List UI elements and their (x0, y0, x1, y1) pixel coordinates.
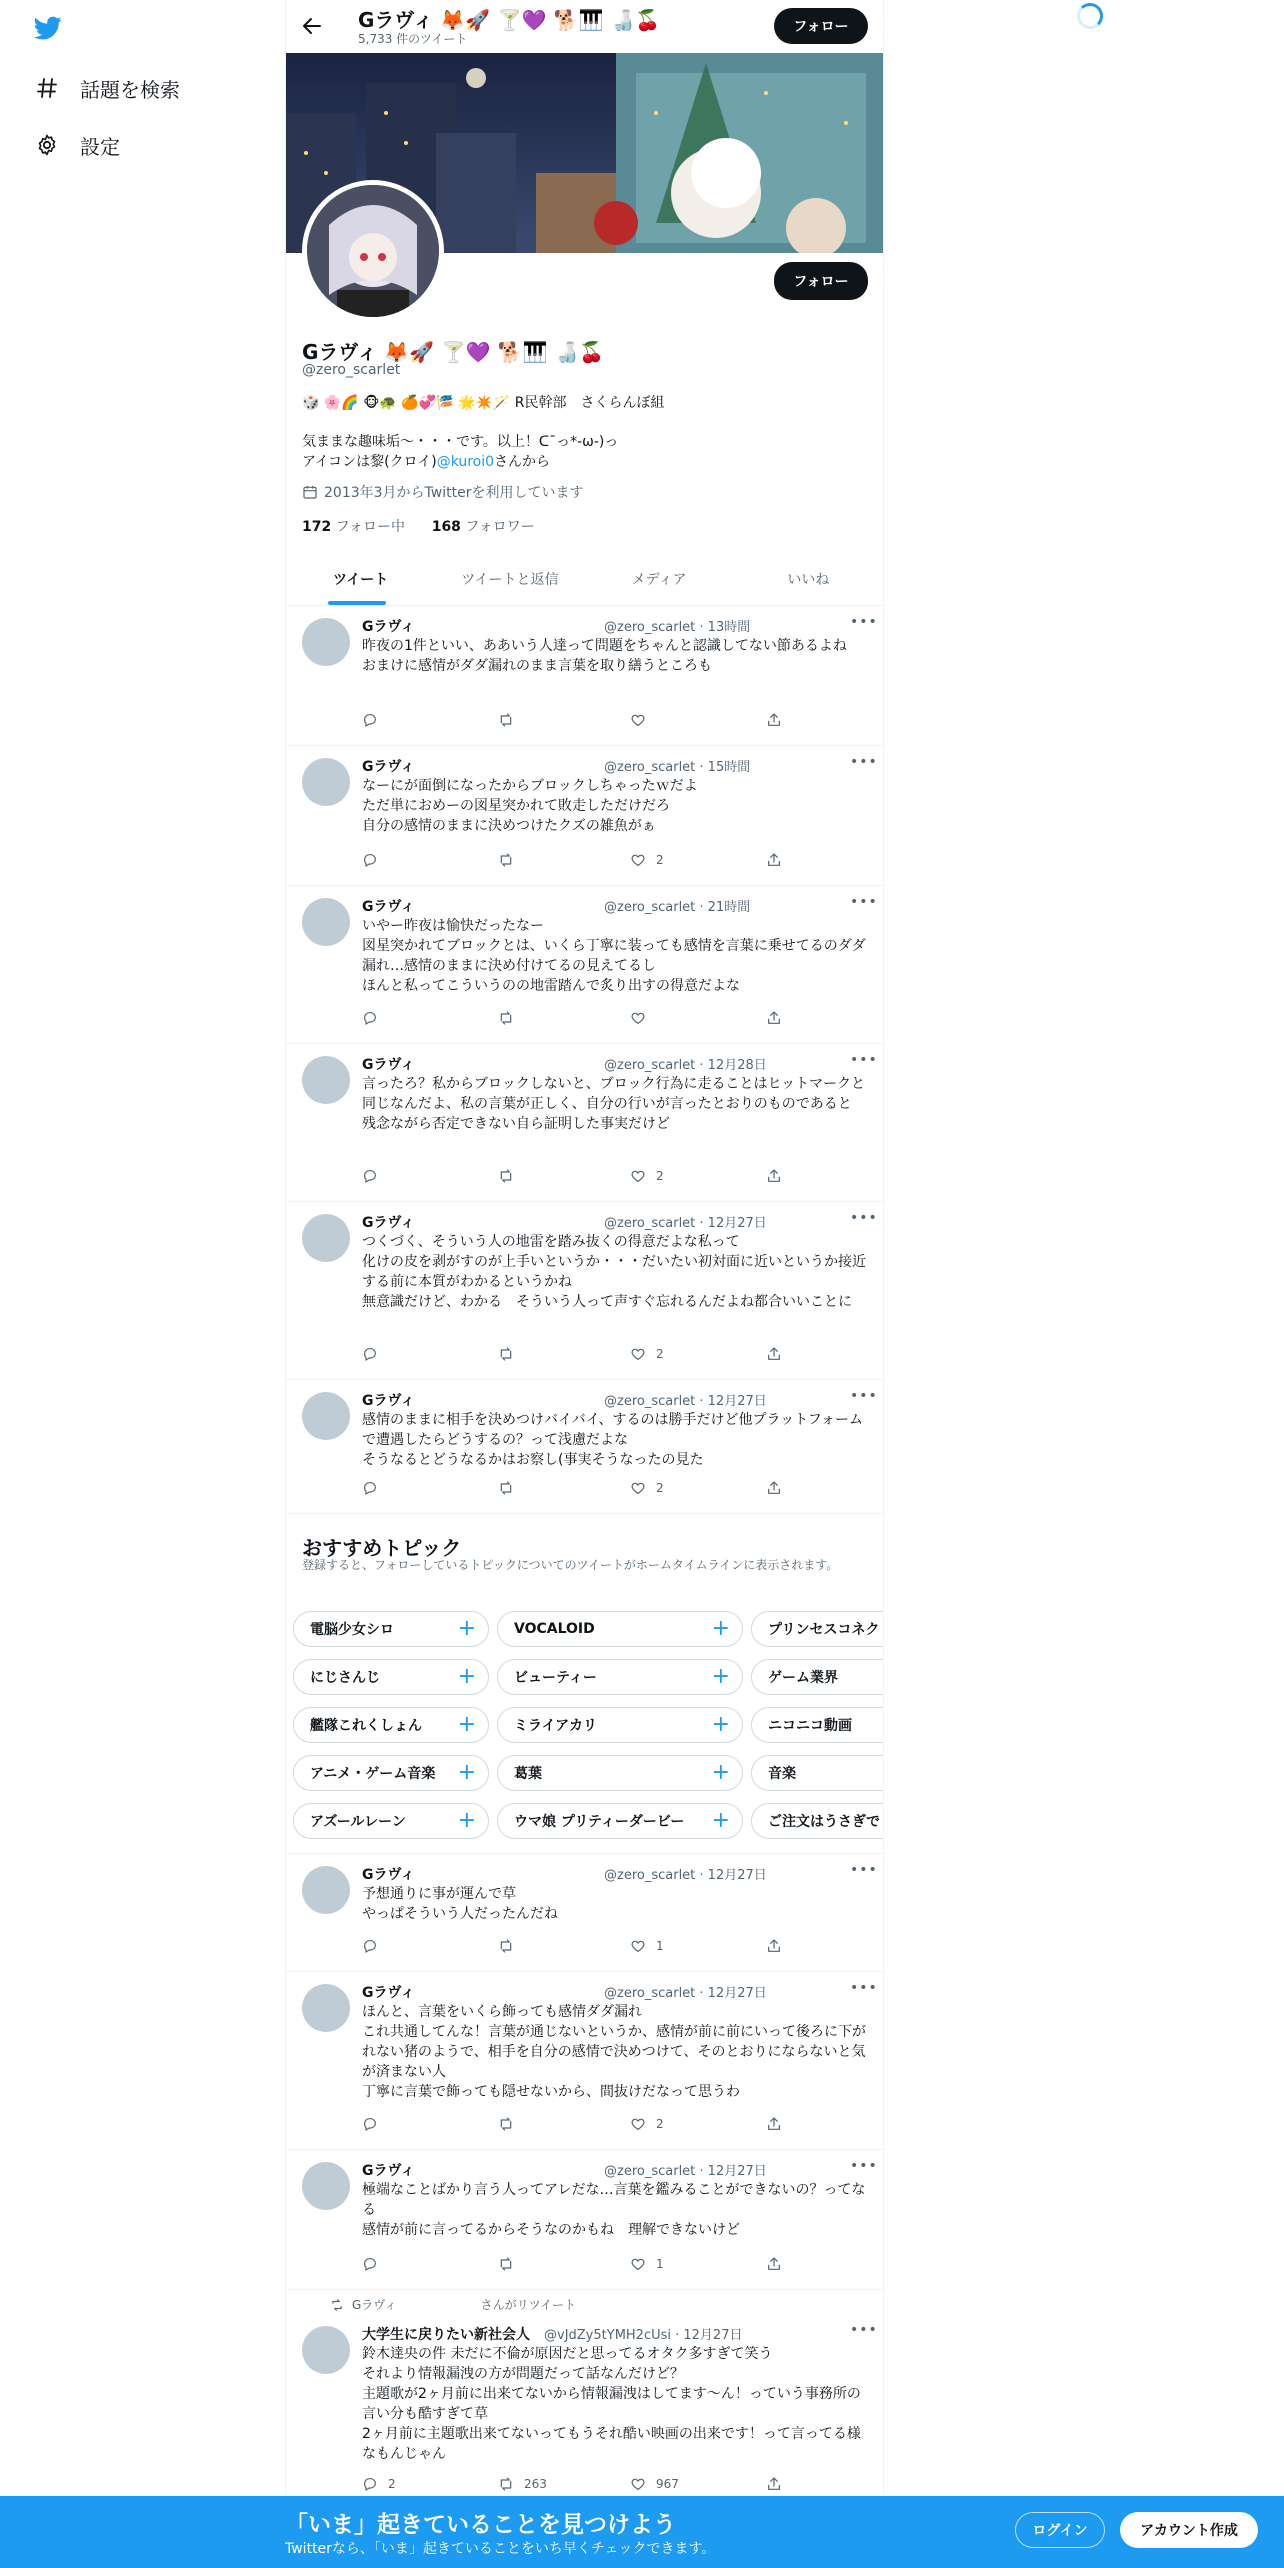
share-icon (766, 1346, 782, 1362)
tweet-author-name[interactable]: Gラヴィ (362, 759, 415, 775)
tweet-text: 昨夜の1件といい、ああいう人達って問題をちゃんと認識してない節あるよね おまけに感情がダダ漏れのまま言葉を取り繕うところも (362, 638, 847, 674)
joined-text: 2013年3月からTwitterを利用しています (324, 485, 584, 501)
signup-banner-title: 「いま」起きていることを見つけよう (285, 2512, 676, 2538)
tweet-author-name[interactable]: Gラヴィ (362, 2163, 415, 2179)
tweet-item[interactable] (286, 886, 883, 1044)
like-button[interactable] (630, 1480, 664, 1496)
like-count: 2 (656, 1481, 664, 1495)
retweet-button[interactable] (498, 712, 524, 728)
like-count: 2 (656, 1169, 664, 1183)
tweet-meta[interactable]: @zero_scarlet · 15時間 (604, 760, 751, 775)
topic-chip[interactable] (293, 1803, 489, 1839)
like-count: 1 (656, 1939, 664, 1953)
retweet-icon (498, 1938, 514, 1954)
tweet-meta[interactable]: @zero_scarlet · 12月28日 (604, 1058, 767, 1073)
followers-link[interactable] (432, 519, 535, 535)
retweet-icon (498, 712, 514, 728)
tweet-avatar[interactable] (302, 2162, 350, 2210)
topic-label: ニコニコ動画 (768, 1718, 852, 1734)
profile-display-name: Gラヴィ 🦊🚀 🍸💜 🐕🎹 🍶🍒 (302, 340, 605, 364)
retweet-button[interactable] (498, 1168, 524, 1184)
tweet-actions (362, 1010, 802, 1030)
profile-follow-stats (302, 516, 535, 536)
plus-icon[interactable]: + (457, 1616, 476, 1641)
heart-icon (630, 1346, 646, 1362)
reply-icon (362, 852, 378, 868)
retweet-icon (498, 1010, 514, 1026)
reply-button[interactable] (362, 852, 388, 868)
topic-chip[interactable] (293, 1659, 489, 1695)
tweet-item[interactable] (286, 2150, 883, 2290)
tweet-item[interactable] (286, 606, 883, 746)
profile-header-bar (286, 0, 883, 53)
share-button[interactable] (766, 852, 792, 868)
retweet-icon (498, 1480, 514, 1496)
tweet-item[interactable] (286, 1854, 883, 1972)
topic-chip[interactable] (751, 1707, 883, 1743)
retweet-button[interactable] (498, 852, 524, 868)
tweet-actions (362, 2116, 802, 2136)
tweet-text: 予想通りに事が運んで草 やっぱそういう人だったんだね (362, 1886, 558, 1922)
profile-bio (302, 432, 618, 472)
plus-icon[interactable]: + (457, 1760, 476, 1785)
like-button[interactable] (630, 1346, 664, 1362)
tweet-item[interactable] (286, 746, 883, 886)
topics-title: おすすめトピック (302, 1536, 462, 1560)
topic-label: プリンセスコネク (768, 1622, 880, 1638)
share-button[interactable] (766, 712, 792, 728)
tab-media[interactable]: メディア (631, 571, 687, 588)
topic-chip[interactable] (293, 1755, 489, 1791)
share-button[interactable] (766, 1938, 792, 1954)
topic-label: アズールレーン (310, 1814, 406, 1830)
recommended-topics (286, 1514, 883, 1854)
like-count: 2 (656, 1347, 664, 1361)
share-icon (766, 2476, 782, 2492)
reply-icon (362, 1168, 378, 1184)
tweet-actions (362, 1346, 802, 1366)
share-button[interactable] (766, 1168, 792, 1184)
retweet-count: 263 (524, 2477, 547, 2491)
header-display-name: Gラヴィ 🦊🚀 🍸💜 🐕🎹 🍶🍒 (358, 8, 661, 32)
tweet-actions (362, 1938, 802, 1958)
share-icon (766, 1168, 782, 1184)
bio-text: アイコンは黎(クロイ) (302, 454, 437, 470)
reply-button[interactable] (362, 2256, 388, 2272)
calendar-icon (302, 484, 318, 500)
retweet-icon (498, 2476, 514, 2492)
tweet-meta[interactable]: @zero_scarlet · 12月27日 (604, 1216, 767, 1231)
tweet-author-name[interactable]: Gラヴィ (362, 1215, 415, 1231)
share-icon (766, 2116, 782, 2132)
reply-icon (362, 2256, 378, 2272)
heart-icon (630, 2256, 646, 2272)
tweet-avatar[interactable] (302, 1214, 350, 1262)
share-button[interactable] (766, 2256, 792, 2272)
like-button[interactable] (630, 2116, 664, 2132)
share-button[interactable] (766, 1346, 792, 1362)
plus-icon[interactable]: + (457, 1664, 476, 1689)
signup-banner (0, 2496, 1284, 2568)
tweet-author-name[interactable]: Gラヴィ (362, 1057, 415, 1073)
topic-chip[interactable] (293, 1611, 489, 1647)
more-icon[interactable]: ••• (850, 894, 878, 910)
followers-count: 168 (431, 519, 461, 535)
profile-joined-date (302, 482, 583, 502)
bio-line (302, 452, 618, 472)
like-button[interactable] (630, 2256, 664, 2272)
tweet-avatar[interactable] (302, 1984, 350, 2032)
reply-icon (362, 712, 378, 728)
plus-icon[interactable]: + (711, 1616, 730, 1641)
share-button[interactable] (766, 2476, 792, 2492)
tweet-avatar[interactable] (302, 1866, 350, 1914)
like-button[interactable] (630, 1938, 664, 1954)
tweet-text: ほんと、言葉をいくら飾っても感情ダダ漏れ これ共通してんな！言葉が通じないというか、感情が前に前にいって後ろに下がれない猪のようで、相手を自分の感情で決めつけて、そのとおりにならないと気が済まない人 丁寧に言葉で飾っても隠せないから、間抜けだなって思うわ (362, 2004, 866, 2100)
like-button[interactable] (630, 1168, 664, 1184)
nav-settings-label: 設定 (80, 134, 120, 159)
profile-handle: @zero_scarlet (302, 362, 401, 378)
like-button[interactable] (630, 1010, 656, 1026)
reply-button[interactable] (362, 1480, 388, 1496)
topic-chip[interactable] (497, 1803, 743, 1839)
topic-chip[interactable] (751, 1803, 883, 1839)
topics-subtitle: 登録すると、フォローしているトピックについてのツイートがホームタイムラインに表示されます。 (302, 1558, 839, 1572)
tweet-author-name[interactable]: Gラヴィ (362, 1985, 415, 2001)
retweet-button[interactable] (498, 1938, 524, 1954)
gear-icon (34, 132, 60, 158)
tweet-meta[interactable]: @zero_scarlet · 12月27日 (604, 2164, 767, 2179)
bio-line: 気ままな趣味垢～・・・です。以上！ᑕ¯っ*-ω-)っ (302, 434, 619, 450)
retweet-icon (498, 2256, 514, 2272)
retweet-button[interactable] (498, 1010, 524, 1026)
reply-button[interactable] (362, 1010, 388, 1026)
tweet-author-name[interactable]: Gラヴィ (362, 1867, 415, 1883)
tweet-meta[interactable]: @zero_scarlet · 13時間 (604, 620, 751, 635)
tweet-actions (362, 712, 802, 732)
heart-icon (630, 1168, 646, 1184)
tweet-author-name[interactable]: Gラヴィ (362, 899, 415, 915)
share-button[interactable] (766, 2116, 792, 2132)
more-icon[interactable]: ••• (850, 1052, 878, 1068)
tweet-text: 鈴木達央の件 未だに不倫が原因だと思ってるオタク多すぎて笑う それより情報漏洩の方が問題だって話なんだけど？ 主題歌が2ヶ月前に出来てないから情報漏洩はしてます〜ん！っていう事務所の言い分も酷すぎて草 2ヶ月前に主題歌出来てないってもうそれ酷い映画の出来です！って言ってる様なもんじゃん (362, 2346, 861, 2462)
login-button[interactable]: ログイン (1015, 2512, 1105, 2548)
reply-count: 2 (388, 2477, 396, 2491)
signup-banner-subtitle: Twitterなら、「いま」起きていることをいち早くチェックできます。 (285, 2541, 716, 2557)
more-icon[interactable]: ••• (850, 2322, 878, 2338)
topic-label: ミライアカリ (514, 1718, 598, 1734)
reply-button[interactable] (362, 2116, 388, 2132)
reply-button[interactable] (362, 1346, 388, 1362)
share-icon (766, 852, 782, 868)
retweet-by-text: Gラヴィ さんがリツイート (352, 2298, 576, 2312)
topic-chip[interactable] (751, 1611, 883, 1647)
topic-label: ゲーム業界 (768, 1670, 838, 1686)
share-icon (766, 1010, 782, 1026)
more-icon[interactable]: ••• (850, 1862, 878, 1878)
nav-explore[interactable] (34, 68, 180, 108)
topic-label: 葛葉 (514, 1766, 542, 1782)
bio-mention-link[interactable]: @kuroi0 (436, 454, 495, 470)
tweet-text: いやー昨夜は愉快だったなー 図星突かれてブロックとは、いくら丁寧に装っても感情を言葉に乗せてるのダダ漏れ…感情のままに決め付けてるの見えてるし ほんと私ってこういうのの地雷踏んで炙り出すの得意だよな (362, 918, 866, 994)
tweet-author-name[interactable]: Gラヴィ (362, 1393, 415, 1409)
more-icon[interactable]: ••• (850, 1388, 878, 1404)
retweet-button[interactable] (498, 1346, 524, 1362)
tweet-avatar[interactable] (302, 1056, 350, 1104)
more-icon[interactable]: ••• (850, 1980, 878, 1996)
tweet-meta[interactable]: @zero_scarlet · 12月27日 (604, 1986, 767, 2001)
profile-avatar[interactable] (302, 180, 444, 322)
more-icon[interactable]: ••• (850, 1210, 878, 1226)
profile-column (285, 0, 884, 2568)
profile-follow-button[interactable]: フォロー (774, 262, 868, 300)
share-button[interactable] (766, 1010, 792, 1026)
heart-icon (630, 712, 646, 728)
tweet-text: 感情のままに相手を決めつけバイバイ、するのは勝手だけど他プラットフォームで遭遇したらどうするの？って浅慮だよな そうなるとどうなるかはお察し(事実そうなったの見た (362, 1412, 864, 1468)
tweet-meta[interactable]: @zero_scarlet · 21時間 (604, 900, 751, 915)
like-count: 2 (656, 853, 664, 867)
tweet-author-name[interactable]: 大学生に戻りたい新社会人 (362, 2327, 530, 2343)
loading-spinner-icon (1077, 3, 1103, 29)
retweet-button[interactable] (498, 2256, 524, 2272)
tweet-avatar[interactable] (302, 758, 350, 806)
tweet-meta[interactable]: @zero_scarlet · 12月27日 (604, 1868, 767, 1883)
topic-chip[interactable] (497, 1707, 743, 1743)
reply-button[interactable] (362, 1938, 388, 1954)
retweet-button[interactable] (498, 1480, 524, 1496)
reply-icon (362, 1938, 378, 1954)
header-tweet-count: 5,733 件のツイート (358, 32, 468, 46)
tweet-actions (362, 852, 802, 872)
retweet-icon (498, 2116, 514, 2132)
topic-chip[interactable] (293, 1707, 489, 1743)
topic-label: 音楽 (768, 1766, 796, 1782)
hashtag-icon (34, 75, 60, 101)
share-icon (766, 1938, 782, 1954)
heart-icon (630, 1938, 646, 1954)
more-icon[interactable]: ••• (850, 614, 878, 630)
header-follow-button[interactable]: フォロー (774, 8, 868, 44)
retweet-button[interactable] (498, 2116, 524, 2132)
retweet-button[interactable] (498, 2476, 547, 2492)
plus-icon[interactable]: + (457, 1712, 476, 1737)
heart-icon (630, 1010, 646, 1026)
reply-button[interactable] (362, 712, 388, 728)
reply-button[interactable] (362, 1168, 388, 1184)
tweet-actions (362, 2256, 802, 2276)
tweet-meta[interactable]: @vJdZy5tYMH2cUsi · 12月27日 (544, 2328, 743, 2343)
following-link[interactable] (302, 519, 405, 535)
heart-icon (630, 852, 646, 868)
like-button[interactable] (630, 2476, 679, 2492)
tab-likes[interactable]: いいね (787, 571, 830, 588)
retweet-item[interactable] (286, 2290, 883, 2500)
tweet-actions (362, 1168, 802, 1188)
retweet-icon (498, 1346, 514, 1362)
back-arrow-icon[interactable] (300, 14, 324, 38)
tweet-author-name[interactable]: Gラヴィ (362, 619, 415, 635)
topic-label: VOCALOID (514, 1621, 595, 1637)
tweet-text: つくづく、そういう人の地雷を踏み抜くの得意だよな私って 化けの皮を剥がすのが上手いというか・・・だいたい初対面に近いというか接近する前に本質がわかるというかね 無意識だけど、わかる そういう人って声すぐ忘れるんだよね都合いいことに (362, 1234, 866, 1310)
topic-chip[interactable] (497, 1611, 743, 1647)
plus-icon[interactable]: + (711, 1712, 730, 1737)
heart-icon (630, 2116, 646, 2132)
reply-icon (362, 1346, 378, 1362)
nav-settings[interactable] (34, 125, 120, 165)
followers-label: フォロワー (465, 519, 535, 535)
following-label: フォロー中 (335, 519, 405, 535)
tweet-item[interactable] (286, 1202, 883, 1380)
share-icon (766, 1480, 782, 1496)
tweet-avatar[interactable] (302, 898, 350, 946)
plus-icon[interactable]: + (711, 1664, 730, 1689)
like-count: 2 (656, 2117, 664, 2131)
retweet-small-icon (330, 2298, 344, 2312)
topic-chip[interactable] (751, 1659, 883, 1695)
plus-icon[interactable]: + (711, 1808, 730, 1833)
topic-label: 艦隊これくしょん (310, 1718, 422, 1734)
retweet-indicator (330, 2296, 576, 2313)
tweet-avatar[interactable] (302, 618, 350, 666)
share-icon (766, 712, 782, 728)
share-button[interactable] (766, 1480, 792, 1496)
topic-chip[interactable] (497, 1659, 743, 1695)
like-button[interactable] (630, 852, 664, 868)
topic-label: 電脳少女シロ (310, 1622, 394, 1638)
following-count: 172 (302, 519, 332, 535)
tweet-text: なーにが面倒になったからブロックしちゃったｗだよ ただ単におめーの図星突かれて敗走しただけだろ 自分の感情のままに決めつけたクズの雑魚がぁ (362, 778, 698, 834)
tab-tweets[interactable]: ツイート (286, 552, 435, 605)
nav-explore-label: 話題を検索 (80, 77, 180, 102)
reply-button[interactable] (362, 2476, 396, 2492)
share-icon (766, 2256, 782, 2272)
topic-label: ビューティー (514, 1670, 597, 1686)
bio-text: さんから (494, 454, 551, 470)
tweet-avatar[interactable] (302, 1392, 350, 1440)
tweet-meta[interactable]: @zero_scarlet · 12月27日 (604, 1394, 767, 1409)
topic-label: にじさんじ (310, 1670, 380, 1686)
like-count: 967 (656, 2477, 679, 2491)
topic-chip[interactable] (497, 1755, 743, 1791)
twitter-logo-icon[interactable] (32, 14, 64, 42)
reply-icon (362, 1010, 378, 1026)
like-count: 1 (656, 2257, 664, 2271)
tab-tweets-and-replies[interactable]: ツイートと返信 (461, 571, 559, 588)
topic-label: ウマ娘 プリティーダービー (514, 1814, 685, 1830)
more-icon[interactable]: ••• (850, 754, 878, 770)
tweet-text: 極端なことばかり言う人ってアレだな…言葉を鑑みることができないの？ってなる 感情が前に言ってるからそうなのかもね 理解できないけど (362, 2182, 866, 2238)
topic-label: アニメ・ゲーム音楽 (310, 1766, 436, 1782)
signup-button[interactable]: アカウント作成 (1120, 2512, 1258, 2548)
retweet-icon (498, 1168, 514, 1184)
tweet-actions (362, 2476, 802, 2496)
plus-icon[interactable]: + (457, 1808, 476, 1833)
reply-icon (362, 2116, 378, 2132)
tweet-text: 言ったろ？私からブロックしないと、ブロック行為に走ることはヒットマークと同じなんだよ、私の言葉が正しく、自分の行いが言ったとおりのものであると 残念ながら否定できない自ら証明した事実だけど (362, 1076, 866, 1132)
reply-icon (362, 1480, 378, 1496)
tweet-avatar[interactable] (302, 2326, 350, 2374)
topic-chip[interactable] (751, 1755, 883, 1791)
tweet-item[interactable] (286, 1972, 883, 2150)
reply-icon (362, 2476, 378, 2492)
tweet-actions (362, 1480, 802, 1500)
plus-icon[interactable]: + (711, 1760, 730, 1785)
topic-label: ご注文はうさぎで (768, 1814, 880, 1830)
tweet-item[interactable] (286, 1380, 883, 1514)
more-icon[interactable]: ••• (850, 2158, 878, 2174)
heart-icon (630, 2476, 646, 2492)
profile-tabs (286, 552, 883, 606)
profile-emoji-tags: 🎲 🌸🌈 🐵🐢 🍊💞🎏 🌟✴️🪄 R民幹部 さくらんぼ組 (302, 395, 665, 411)
heart-icon (630, 1480, 646, 1496)
retweet-icon (498, 852, 514, 868)
tweet-item[interactable] (286, 1044, 883, 1202)
like-button[interactable] (630, 712, 656, 728)
